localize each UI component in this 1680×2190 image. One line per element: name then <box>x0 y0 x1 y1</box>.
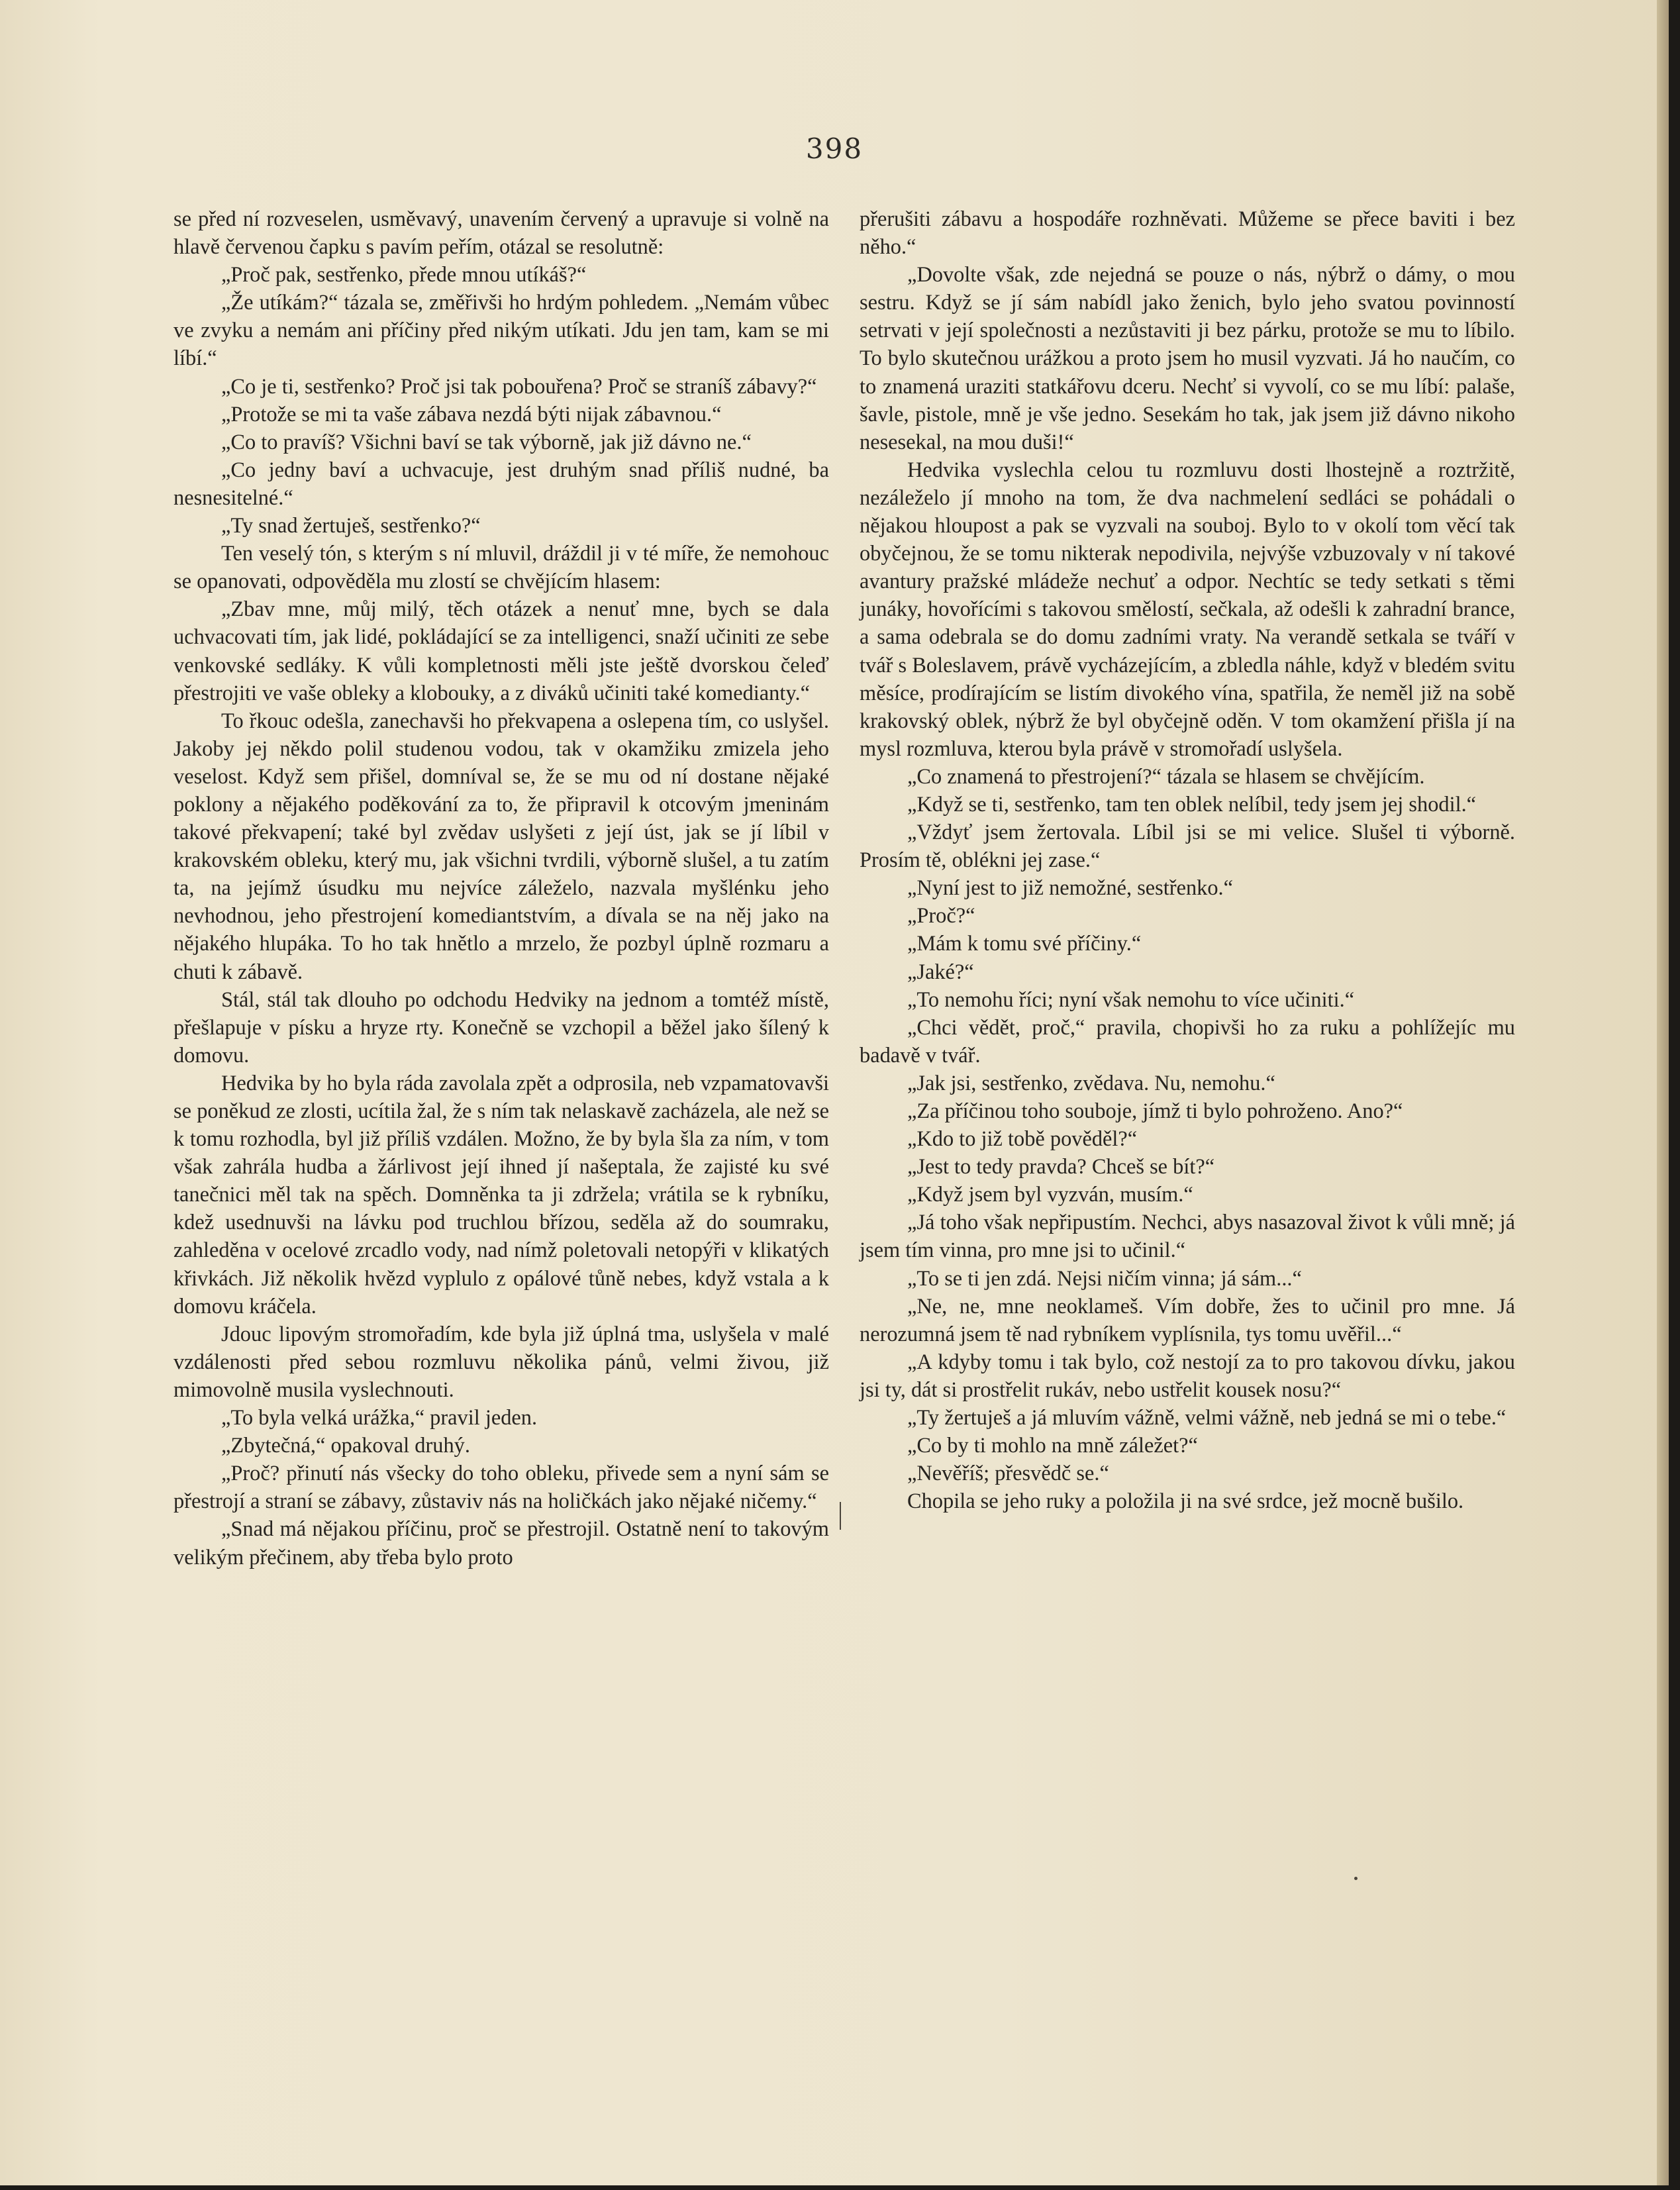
paragraph: „Ne, ne, mne neoklameš. Vím dobře, žes to učinil pro mne. Já nerozumná jsem tě nad rybníkem vyplísnila, tys tomu uvěřil...“ <box>860 1294 1515 1346</box>
paragraph: Stál, stál tak dlouho po odchodu Hedviky na jednom a tomtéž místě, přešlapuje v písku a hryze rty. Konečně se vzchopil a běžel jako šílený k domovu. <box>173 987 829 1068</box>
paragraph: „Co jedny baví a uchvacuje, jest druhým snad příliš nudné, ba nesnesitelné.“ <box>173 458 829 510</box>
paragraph: „Že utíkám?“ tázala se, změřivši ho hrdým pohledem. „Nemám vůbec ve zvyku a nemám ani příčiny před nikým utíkati. Jdu jen tam, kam se mi líbí.“ <box>173 291 829 371</box>
paragraph: „Nevěříš; přesvědč se.“ <box>907 1462 1109 1486</box>
page-number: 398 <box>805 132 864 165</box>
paragraph: Hedvika by ho byla ráda zavolala zpět a odprosila, neb vzpamatovavši se poněkud ze zlosti, ucítila žal, že s ním tak nelaskavě zacházela, ale než se k tomu rozhodla, byl již příliš vzdálen. Možno, že by byla šla za ním, v tom však zahrála hudba a žárlivost její ihned jí našeptala, že zajisté ku své tanečnici měl tak na spěch. Domněnka ta ji zdržela; vrátila se k rybníku, kdež usednuvši na lávku pod truchlou břízou, seděla až do soumraku, zahleděna v ocelové zrcadlo vody, nad nímž poletovali netopýři v klikatých křivkách. Již několik hvězd vyplulo z opálové tůně nebes, když vstala a k domovu kráčela. <box>173 1071 829 1319</box>
ink-speck <box>1354 1877 1358 1880</box>
paragraph: „Chci vědět, proč,“ pravila, chopivši ho za ruku a pohlížejíc mu badavě v tvář. <box>860 1015 1515 1068</box>
paragraph: „Vždyť jsem žertovala. Líbil jsi se mi velice. Slušel ti výborně. Prosím tě, oblékni jej zase.“ <box>860 821 1515 873</box>
paragraph: „Když se ti, sestřenko, tam ten oblek nelíbil, tedy jsem jej shodil.“ <box>907 792 1477 817</box>
paragraph: „A kdyby tomu i tak bylo, což nestojí za to pro takovou dívku, jakou jsi ty, dát si prostřelit rukáv, nebo ustřelit kousek nosu?“ <box>860 1350 1515 1402</box>
paragraph: „Zbytečná,“ opakoval druhý. <box>221 1434 470 1458</box>
paragraph: přerušiti zábavu a hospodáře rozhněvati. Můžeme se přece baviti i bez něho.“ <box>860 207 1515 260</box>
paragraph: „Já toho však nepřipustím. Nechci, abys nasazoval život k vůli mně; já jsem tím vinna, pro mne jsi to učinil.“ <box>860 1211 1515 1263</box>
paragraph: „Protože se mi ta vaše zábava nezdá býti nijak zábavnou.“ <box>221 402 722 426</box>
paragraph: „To nemohu říci; nyní však nemohu to více učiniti.“ <box>907 987 1355 1012</box>
right-column <box>860 205 1515 1515</box>
paragraph: „Co je ti, sestřenko? Proč jsi tak pobouřena? Proč se straníš zábavy?“ <box>221 374 817 399</box>
paragraph: „Proč pak, sestřenko, přede mnou utíkáš?“ <box>221 263 587 287</box>
paragraph: „To byla velká urážka,“ pravil jeden. <box>221 1406 538 1430</box>
paragraph: „Co znamená to přestrojení?“ tázala se hlasem se chvějícím. <box>907 764 1425 789</box>
paragraph: „Zbav mne, můj milý, těch otázek a nenuť mne, bych se dala uchvacovati tím, jak lidé, pokládající se za intelligenci, snaží učiniti ze sebe venkovské sedláky. K vůli kompletnosti měli jste ještě dvorskou čeleď přestrojiti ve vaše obleky a klobouky, a z diváků učiniti také komedianty.“ <box>173 597 829 705</box>
paragraph: „Mám k tomu své příčiny.“ <box>907 932 1142 956</box>
paragraph: To řkouc odešla, zanechavši ho překvapena a oslepena tím, co uslyšel. Jakoby jej někdo polil studenou vodou, tak v okamžiku zmizela jeho veselost. Když sem přišel, domníval se, že se mu od ní dostane nějaké poklony a nějakého poděkování za to, že připravil k otcovým jmeninám takové překvapení; také byl zvědav uslyšeti z její úst, jak se jí líbil v krakovském obleku, který mu, jak všichni tvrdili, výborně slušel, a tu zatím ta, na jejímž úsudku mu nejvíce záleželo, nazvala myšlénku jeho nevhodnou, jeho přestrojení komediantstvím, a dívala se na něj jako na nějakého hlupáka. To ho tak hnětlo a mrzelo, že pozbyl úplně rozmaru a chuti k zábavě. <box>173 709 829 984</box>
left-column <box>173 205 829 1571</box>
paragraph: „Jaké?“ <box>907 960 974 984</box>
paragraph: Chopila se jeho ruky a položila ji na své srdce, jež mocně bušilo. <box>907 1489 1464 1514</box>
paragraph: Hedvika vyslechla celou tu rozmluvu dosti lhostejně a roztržitě, nezáleželo jí mnoho na tom, že dva nachmelení sedláci se pohádali o nějakou hloupost a pak se vyzvali na souboj. Bylo to v okolí tom věcí tak obyčejnou, že se tomu nikterak nepodivila, nejvýše vzbuzovaly v ní takové avantury pražské mládeže nechuť a odpor. Nechtíc se tedy setkati s těmi junáky, hovořícími s takovou smělostí, sečkala, až odešli k zahradní brance, a sama odebrala se do domu zadními vraty. Na verandě setkala se tváří v tvář s Boleslavem, právě vycházejícím, a zbledla náhle, když v bledém svitu měsíce, prodírajícím se listím divokého vína, spatřila, že neměl již na sobě krakovský oblek, nýbrž že byl obyčejně oděn. V tom okamžení přišla jí na mysl rozmluva, kterou byla právě v stromořadí uslyšela. <box>860 458 1515 761</box>
paragraph: „Ty snad žertuješ, sestřenko?“ <box>221 514 481 538</box>
paragraph: „Proč? přinutí nás všecky do toho obleku, přivede sem a nyní sám se přestrojí a straní se zábavy, zůstaviv nás na holičkách jako nějaké ničemy.“ <box>173 1462 829 1514</box>
paragraph: „Proč?“ <box>907 904 975 928</box>
paragraph: „Snad má nějakou příčinu, proč se přestrojil. Ostatně není to takovým velikým přečinem, aby třeba bylo proto <box>173 1517 829 1569</box>
paragraph: „Když jsem byl vyzván, musím.“ <box>907 1183 1193 1207</box>
paragraph: „Co to pravíš? Všichni baví se tak výborně, jak již dávno ne.“ <box>221 430 752 454</box>
paragraph: „Nyní jest to již nemožné, sestřenko.“ <box>907 876 1234 901</box>
paragraph: „Jest to tedy pravda? Chceš se bít?“ <box>907 1155 1215 1179</box>
margin-mark <box>840 1502 841 1530</box>
paragraph: „To se ti jen zdá. Nejsi ničím vinna; já sám...“ <box>907 1266 1302 1291</box>
paragraph: „Dovolte však, zde nejedná se pouze o nás, nýbrž o dámy, o mou sestru. Když se jí sám nabídl jako ženich, bylo jeho svatou povinností setrvati v její společnosti a nezůstaviti ji bez párku, protože se mu to líbilo. To bylo skutečnou urážkou a proto jsem ho musil vyzvati. Já ho naučím, co to znamená uraziti statkářovu dceru. Nechť si vyvolí, co se mu líbí: palaše, šavle, pistole, mně je vše jedno. Sesekám ho tak, jak jsem již dávno nikoho nesesekal, na mou duši!“ <box>860 263 1515 454</box>
paragraph: se před ní rozveselen, usměvavý, unavením červený a upravuje si volně na hlavě červenou čapku s pavím peřím, otázal se resolutně: <box>173 207 829 260</box>
paragraph: „Za příčinou toho souboje, jímž ti bylo pohroženo. Ano?“ <box>907 1099 1403 1123</box>
paragraph: Jdouc lipovým stromořadím, kde byla již úplná tma, uslyšela v malé vzdálenosti před sebou rozmluvu několika pánů, velmi živou, již mimovolně musila vyslechnouti. <box>173 1322 829 1402</box>
paragraph: „Kdo to již tobě pověděl?“ <box>907 1127 1138 1152</box>
paragraph: Ten veselý tón, s kterým s ní mluvil, dráždil ji v té míře, že nemohouc se opanovati, odpověděla mu zlostí se chvějícím hlasem: <box>173 542 829 594</box>
paragraph: „Ty žertuješ a já mluvím vážně, velmi vážně, neb jedná se mi o tebe.“ <box>907 1406 1507 1430</box>
page-edge <box>1657 0 1669 2185</box>
paragraph: „Co by ti mohlo na mně záležet?“ <box>907 1434 1198 1458</box>
paragraph: „Jak jsi, sestřenko, zvědava. Nu, nemohu.“ <box>907 1071 1275 1095</box>
